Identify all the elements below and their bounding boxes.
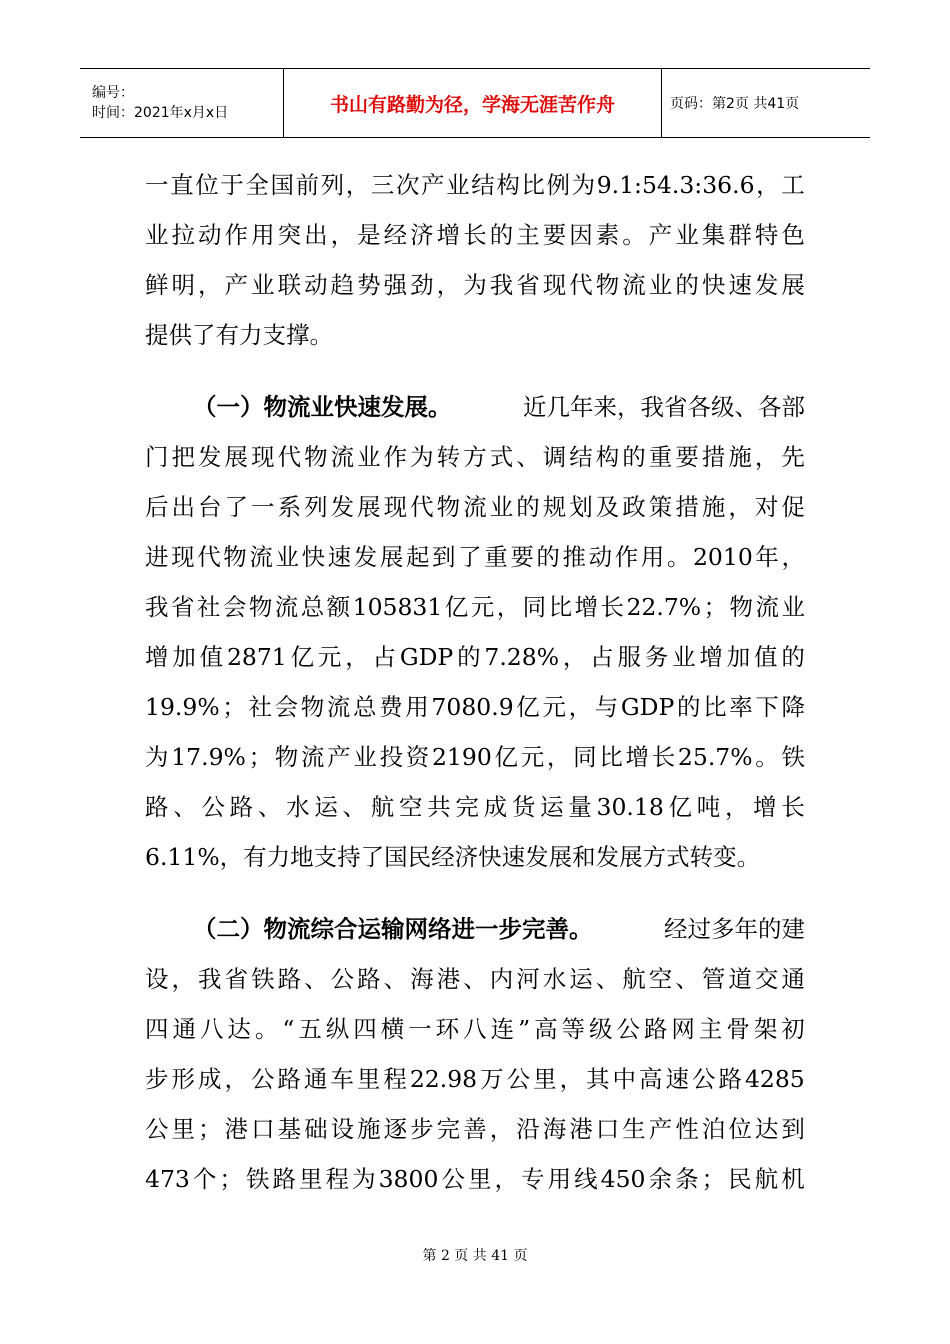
text-line-first	[145, 904, 805, 954]
text-line: 增 加 值 2871 亿 元 ， 占 GDP 的 7.28% ， 占 服 务 业 增 加 值 的	[145, 643, 805, 671]
text-line: 进 现 代 物 流 业 快 速 发 展 起 到 了 重 要 的 推 动 作 用 。 2010 年 ，	[145, 543, 805, 571]
page-footer	[0, 1245, 950, 1265]
document-header	[80, 68, 870, 138]
text-line: 步 形 成 ， 公 路 通 车 里 程 22.98 万 公 里 ， 其 中 高 速 公 路 4285	[145, 1065, 805, 1093]
paragraph-1	[145, 160, 805, 360]
section-heading: （二）物流综合运输网络进一步完善。	[193, 915, 593, 943]
time-label: 时间：2021年x月x日	[92, 105, 229, 121]
text-line: 设 ， 我 省 铁 路 、 公 路 、 海 港 、 内 河 水 运 、 航 空 、 管 道 交 通	[145, 965, 805, 993]
page-info-text: 页码：第2页 共41页	[670, 96, 800, 112]
text-line-first	[145, 382, 805, 432]
header-motto	[284, 69, 662, 137]
number-label: 编号：	[92, 85, 134, 101]
motto-text: 书山有路勤为径，学海无涯苦作舟	[329, 93, 615, 116]
text-line: 为 17.9% ； 物 流 产 业 投 资 2190 亿 元 ， 同 比 增 长 25.7% 。 铁	[145, 743, 805, 771]
text-line: 473 个 ； 铁 路 里 程 为 3800 公 里 ， 专 用 线 450 余 条 ； 民 航 机	[145, 1165, 805, 1193]
footer-page-number: 第 2 页 共 41 页	[422, 1248, 528, 1264]
document-body	[145, 160, 805, 1204]
text-line: 后 出 台 了 一 系 列 发 展 现 代 物 流 业 的 规 划 及 政 策 措 施 ， 对 促	[145, 493, 805, 521]
text-line: 鲜 明 ， 产 业 联 动 趋 势 强 劲 ， 为 我 省 现 代 物 流 业 的 快 速 发 展	[145, 271, 805, 299]
text-line: 业 拉 动 作 用 突 出 ， 是 经 济 增 长 的 主 要 因 素 。 产 业 集 群 特 色	[145, 221, 805, 249]
text-span: 近几年来，我省各级、各部	[523, 393, 805, 421]
text-line: 19.9% ； 社 会 物 流 总 费 用 7080.9 亿 元 ， 与 GDP 的 比 率 下 降	[145, 693, 805, 721]
header-page-info	[662, 69, 870, 137]
text-line: 公 里 ； 港 口 基 础 设 施 逐 步 完 善 ， 沿 海 港 口 生 产 性 泊 位 达 到	[145, 1115, 805, 1143]
text-line: 我 省 社 会 物 流 总 额 105831 亿 元 ， 同 比 增 长 22.7% ； 物 流 业	[145, 593, 805, 621]
text-line: 6.11%，有力地支持了国民经济快速发展和发展方式转变。	[145, 843, 761, 871]
text-line: 提供了有力支撑。	[145, 321, 333, 349]
text-line: 门 把 发 展 现 代 物 流 业 作 为 转 方 式 、 调 结 构 的 重 要 措 施 ， 先	[145, 443, 805, 471]
text-line: 一 直 位 于 全 国 前 列 ， 三 次 产 业 结 构 比 例 为 9.1:54.3:36.6 ， 工	[145, 171, 805, 199]
paragraph-2	[145, 382, 805, 882]
text-line: 路 、 公 路 、 水 运 、 航 空 共 完 成 货 运 量 30.18 亿 吨 ， 增 长	[145, 793, 805, 821]
paragraph-3	[145, 904, 805, 1204]
header-meta	[80, 69, 284, 137]
text-line: 四 通 八 达 。 “ 五 纵 四 横 一 环 八 连 ” 高 等 级 公 路 网 主 骨 架 初	[145, 1015, 805, 1043]
section-heading: （一）物流业快速发展。	[193, 393, 452, 421]
text-span: 经过多年的建	[664, 915, 805, 943]
